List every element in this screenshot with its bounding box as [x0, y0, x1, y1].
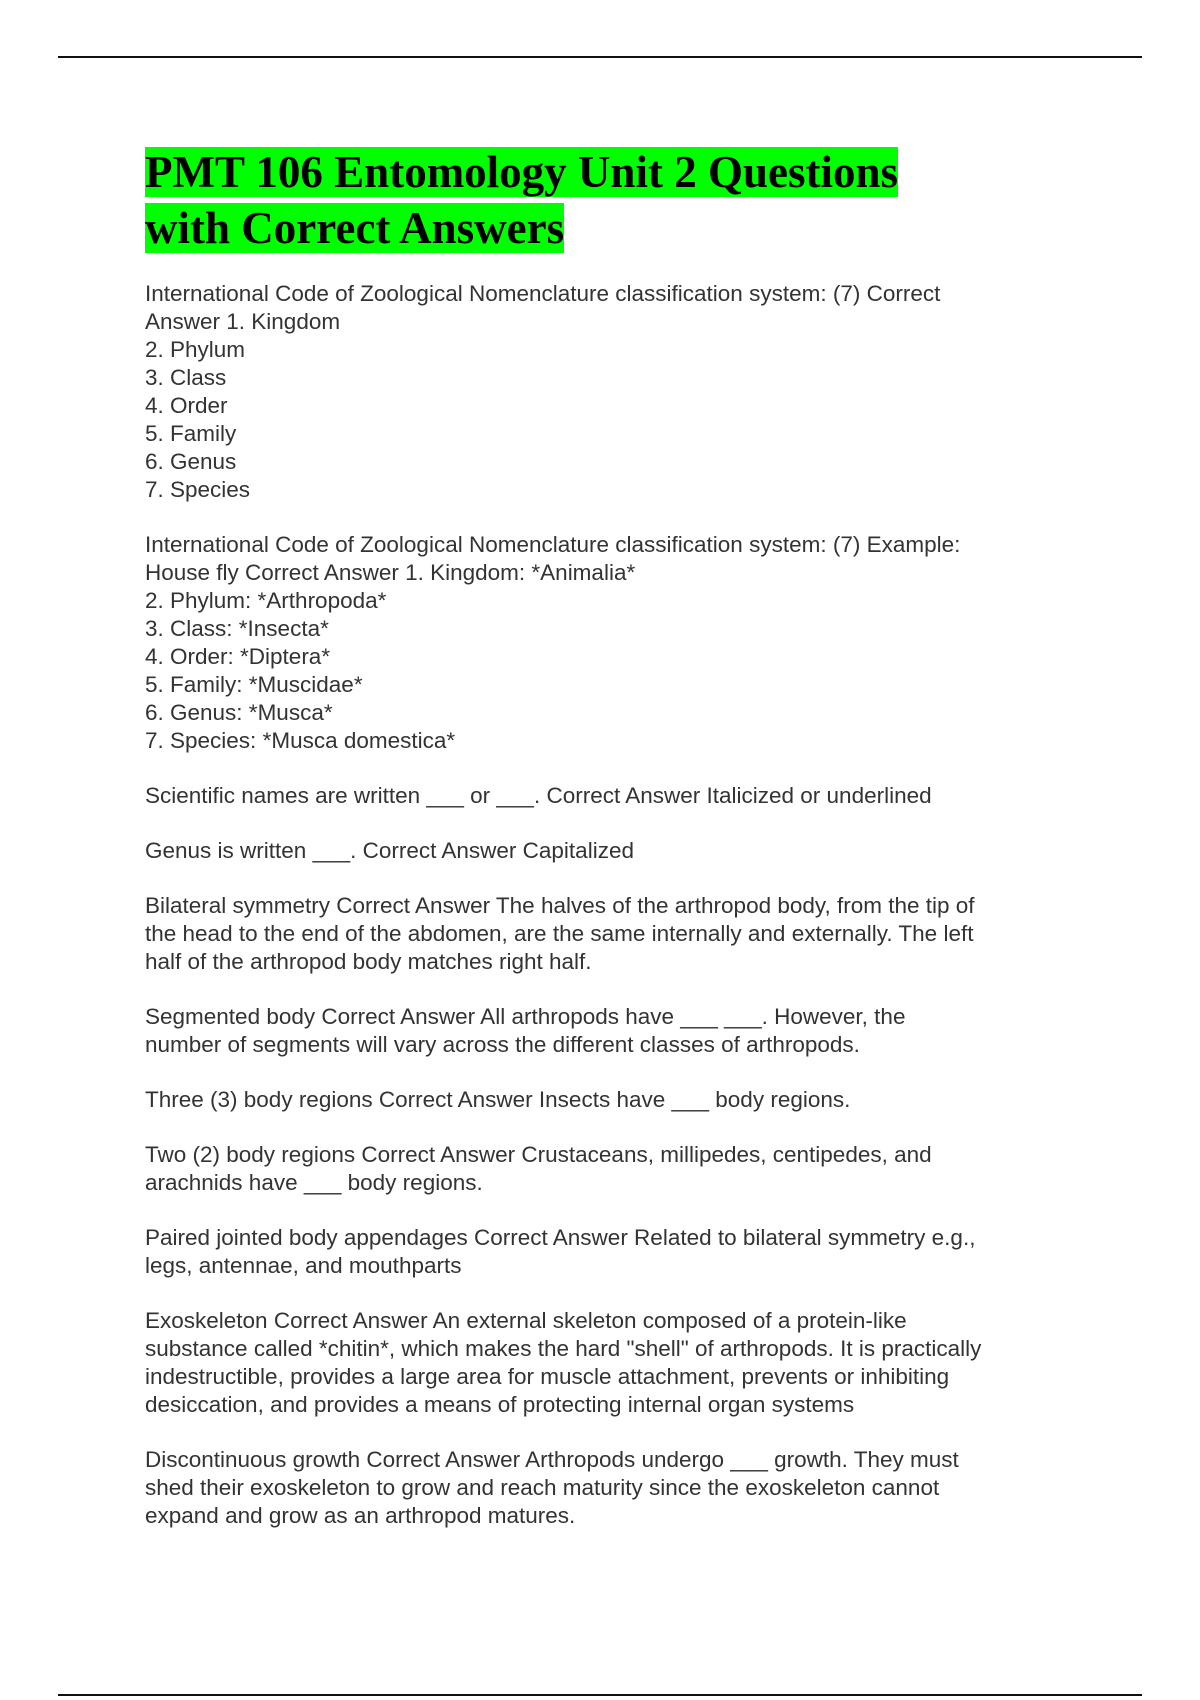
qa-line: Segmented body Correct Answer All arthropods have ___ ___. However, the: [145, 1004, 906, 1029]
qa-line: International Code of Zoological Nomenclature classification system: (7) Correct: [145, 281, 941, 306]
qa-line: Three (3) body regions Correct Answer Insects have ___ body regions.: [145, 1087, 851, 1112]
qa-item: [145, 1224, 1050, 1280]
qa-item: [145, 1086, 1050, 1114]
qa-line: 4. Order: *Diptera*: [145, 644, 331, 669]
qa-item: [145, 1141, 1050, 1197]
qa-item: [145, 892, 1050, 976]
qa-line: Scientific names are written ___ or ___. Correct Answer Italicized or underlined: [145, 783, 932, 808]
header-rule: [58, 56, 1142, 58]
qa-line: 7. Species: *Musca domestica*: [145, 728, 456, 753]
qa-line: 3. Class: [145, 365, 227, 390]
qa-item: [145, 782, 1050, 810]
qa-line: number of segments will vary across the different classes of arthropods.: [145, 1032, 860, 1057]
title-line-1: PMT 106 Entomology Unit 2 Questions: [145, 147, 898, 197]
qa-item: [145, 1003, 1050, 1059]
document-title: [145, 144, 1050, 256]
qa-line: Genus is written ___. Correct Answer Capitalized: [145, 838, 634, 863]
qa-line: 7. Species: [145, 477, 251, 502]
qa-line: 2. Phylum: [145, 337, 246, 362]
qa-line: indestructible, provides a large area for muscle attachment, prevents or inhibiting: [145, 1364, 950, 1389]
qa-list: [145, 280, 1050, 1530]
qa-line: arachnids have ___ body regions.: [145, 1170, 483, 1195]
qa-line: Discontinuous growth Correct Answer Arthropods undergo ___ growth. They must: [145, 1447, 959, 1472]
qa-line: 6. Genus: [145, 449, 237, 474]
qa-line: substance called *chitin*, which makes the hard "shell" of arthropods. It is practically: [145, 1336, 982, 1361]
qa-line: Two (2) body regions Correct Answer Crustaceans, millipedes, centipedes, and: [145, 1142, 932, 1167]
qa-line: legs, antennae, and mouthparts: [145, 1253, 462, 1278]
qa-line: 4. Order: [145, 393, 228, 418]
qa-line: 5. Family: *Muscidae*: [145, 672, 363, 697]
qa-line: 2. Phylum: *Arthropoda*: [145, 588, 387, 613]
qa-line: desiccation, and provides a means of protecting internal organ systems: [145, 1392, 855, 1417]
qa-line: expand and grow as an arthropod matures.: [145, 1503, 576, 1528]
qa-line: half of the arthropod body matches right half.: [145, 949, 592, 974]
footer-rule: [58, 1694, 1142, 1696]
qa-item: [145, 280, 1050, 504]
qa-line: House fly Correct Answer 1. Kingdom: *Animalia*: [145, 560, 636, 585]
document-body: [145, 144, 1050, 1557]
qa-item: [145, 837, 1050, 865]
qa-item: [145, 1307, 1050, 1419]
qa-line: Bilateral symmetry Correct Answer The halves of the arthropod body, from the tip of: [145, 893, 975, 918]
qa-line: shed their exoskeleton to grow and reach maturity since the exoskeleton cannot: [145, 1475, 940, 1500]
qa-line: the head to the end of the abdomen, are the same internally and externally. The left: [145, 921, 974, 946]
qa-line: 6. Genus: *Musca*: [145, 700, 333, 725]
title-line-2: with Correct Answers: [145, 203, 565, 253]
qa-item: [145, 1446, 1050, 1530]
qa-line: 3. Class: *Insecta*: [145, 616, 329, 641]
qa-line: Exoskeleton Correct Answer An external skeleton composed of a protein-like: [145, 1308, 907, 1333]
qa-line: International Code of Zoological Nomenclature classification system: (7) Example:: [145, 532, 961, 557]
qa-line: 5. Family: [145, 421, 237, 446]
qa-line: Answer 1. Kingdom: [145, 309, 341, 334]
qa-line: Paired jointed body appendages Correct Answer Related to bilateral symmetry e.g.,: [145, 1225, 976, 1250]
qa-item: [145, 531, 1050, 755]
